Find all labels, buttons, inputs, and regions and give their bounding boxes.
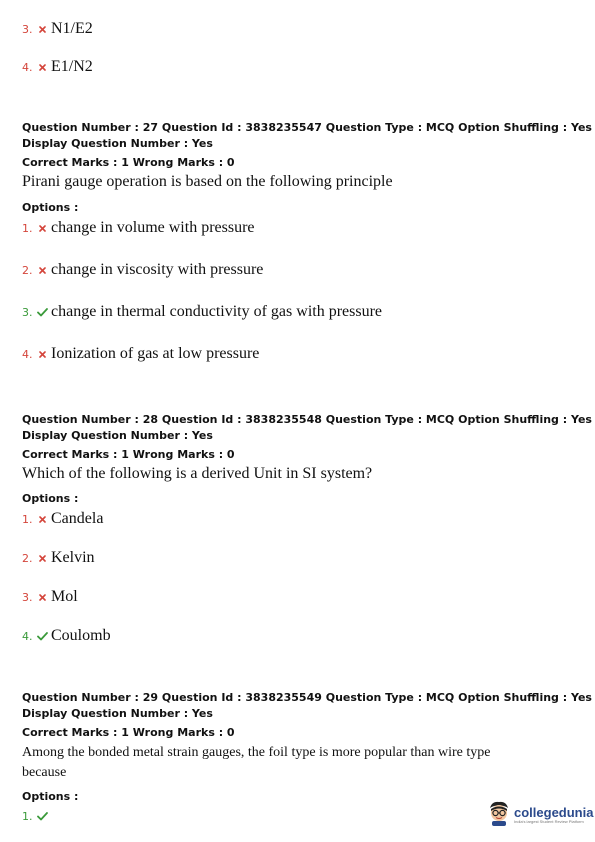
question-28-text: Which of the following is a derived Unit in SI system? bbox=[22, 465, 373, 482]
option-row bbox=[22, 343, 259, 365]
option-number: 4. bbox=[22, 629, 33, 643]
question-29-text bbox=[22, 743, 491, 783]
option-row bbox=[22, 625, 111, 647]
option-row bbox=[22, 56, 93, 78]
option-row bbox=[22, 18, 93, 40]
logo-tagline: India's largest Student Review Platform bbox=[514, 818, 584, 824]
option-number: 2. bbox=[22, 263, 33, 277]
question-27-text: Pirani gauge operation is based on the following principle bbox=[22, 173, 393, 190]
option-text: Coulomb bbox=[51, 627, 111, 644]
check-icon bbox=[36, 308, 48, 317]
option-row bbox=[22, 301, 382, 323]
question-text-line: Among the bonded metal strain gauges, the foil type is more popular than wire type bbox=[22, 745, 491, 760]
option-text: Mol bbox=[51, 588, 78, 605]
cross-icon bbox=[36, 351, 48, 358]
question-text-line: because bbox=[22, 765, 67, 780]
logo-text: collegedunia bbox=[514, 804, 594, 820]
options-label: Options : bbox=[22, 492, 79, 505]
cross-icon bbox=[36, 64, 48, 71]
display-question-number: Display Question Number : Yes bbox=[22, 429, 213, 442]
option-text: Kelvin bbox=[51, 549, 95, 566]
option-text: Ionization of gas at low pressure bbox=[51, 345, 260, 362]
option-row bbox=[22, 547, 95, 569]
check-icon bbox=[36, 632, 48, 641]
option-text: change in thermal conductivity of gas with pressure bbox=[51, 303, 383, 320]
cross-icon bbox=[36, 516, 48, 523]
option-text: Candela bbox=[51, 510, 104, 527]
check-icon bbox=[36, 812, 48, 821]
option-number: 1. bbox=[22, 512, 33, 526]
display-question-number: Display Question Number : Yes bbox=[22, 137, 213, 150]
marks-info: Correct Marks : 1 Wrong Marks : 0 bbox=[22, 726, 235, 739]
mascot-icon bbox=[487, 800, 511, 830]
question-meta: Question Number : 27 Question Id : 3838235547 Question Type : MCQ Option Shuffling : Yes bbox=[22, 121, 592, 134]
cross-icon bbox=[36, 555, 48, 562]
option-row bbox=[22, 508, 103, 530]
option-number: 3. bbox=[22, 22, 33, 36]
option-number: 1. bbox=[22, 809, 33, 823]
collegedunia-logo bbox=[487, 800, 593, 830]
question-meta: Question Number : 29 Question Id : 3838235549 Question Type : MCQ Option Shuffling : Yes bbox=[22, 691, 592, 704]
option-row bbox=[22, 259, 263, 281]
marks-info: Correct Marks : 1 Wrong Marks : 0 bbox=[22, 448, 235, 461]
option-row bbox=[22, 586, 78, 608]
display-question-number: Display Question Number : Yes bbox=[22, 707, 213, 720]
option-text: N1/E2 bbox=[51, 20, 93, 37]
option-number: 1. bbox=[22, 221, 33, 235]
cross-icon bbox=[36, 26, 48, 33]
option-row bbox=[22, 805, 51, 827]
option-text: change in volume with pressure bbox=[51, 219, 255, 236]
option-row bbox=[22, 217, 255, 239]
option-text: E1/N2 bbox=[51, 58, 93, 75]
option-number: 3. bbox=[22, 590, 33, 604]
option-number: 3. bbox=[22, 305, 33, 319]
option-number: 4. bbox=[22, 60, 33, 74]
question-29-header bbox=[22, 690, 592, 741]
question-meta: Question Number : 28 Question Id : 3838235548 Question Type : MCQ Option Shuffling : Yes bbox=[22, 413, 592, 426]
marks-info: Correct Marks : 1 Wrong Marks : 0 bbox=[22, 156, 235, 169]
question-27-header bbox=[22, 120, 592, 171]
option-number: 4. bbox=[22, 347, 33, 361]
option-text: change in viscosity with pressure bbox=[51, 261, 264, 278]
cross-icon bbox=[36, 225, 48, 232]
option-number: 2. bbox=[22, 551, 33, 565]
options-label: Options : bbox=[22, 201, 79, 214]
question-28-header bbox=[22, 412, 592, 463]
cross-icon bbox=[36, 267, 48, 274]
cross-icon bbox=[36, 594, 48, 601]
options-label: Options : bbox=[22, 790, 79, 803]
